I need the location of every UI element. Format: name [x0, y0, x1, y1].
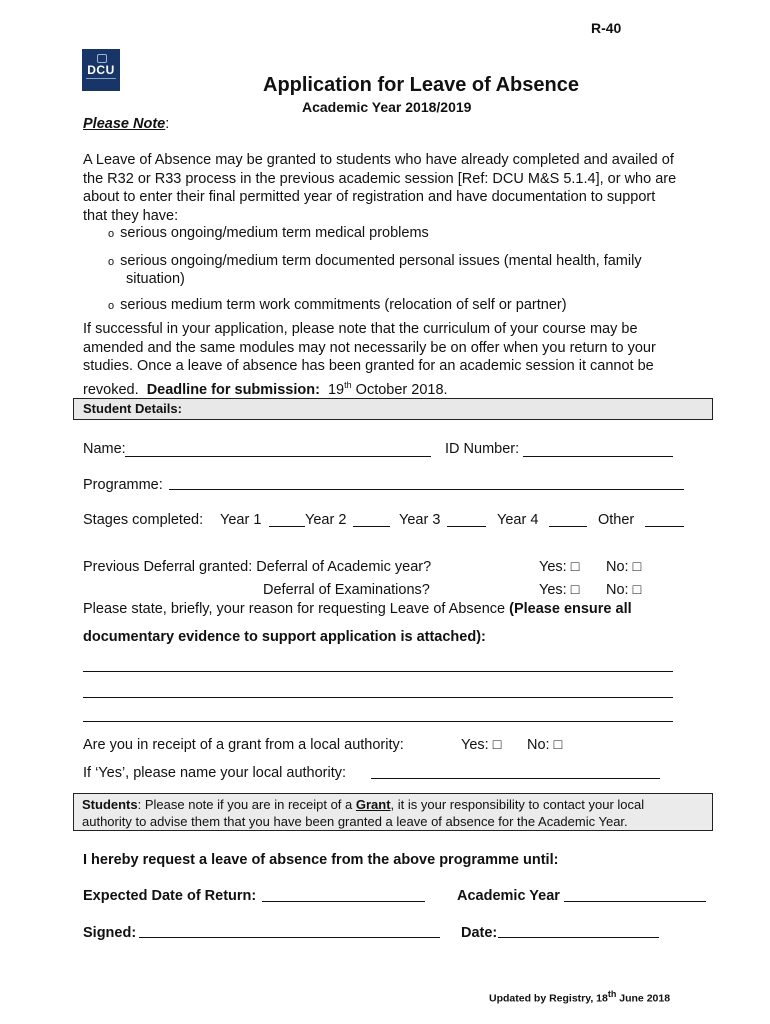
- crest-icon: [97, 54, 107, 63]
- programme-field[interactable]: [169, 489, 684, 490]
- dcu-logo: [82, 49, 120, 91]
- grant-question: Are you in receipt of a grant from a local authority:: [83, 737, 404, 753]
- prev-deferral-label: Previous Deferral granted: Deferral of Academic year?: [83, 559, 432, 575]
- success-paragraph: If successful in your application, please note that the curriculum of your course may be amended and the same modules may not necessarily be on offer when you return to your studies. Once a leave of absence has been granted for an academic session it cannot be revoked. Deadline for submission: 19th October 2018.: [83, 321, 656, 398]
- footer-updated: Updated by Registry, 18th June 2018: [489, 989, 671, 1005]
- please-note: Please Note:: [83, 116, 170, 132]
- academic-year-heading: Academic Year 2018/2019: [302, 99, 472, 115]
- intro-paragraph: A Leave of Absence may be granted to students who have already completed and availed of the R32 or R33 process in the previous academic session [Ref: DCU M&S 5.1.4], or who are about to enter their final permitted year of registration and have documentation to support that they have:: [83, 152, 677, 224]
- academic-year-label: Academic Year: [457, 888, 560, 904]
- deferral-year-yes[interactable]: Yes: □: [539, 559, 580, 575]
- date-field[interactable]: [498, 937, 659, 938]
- expected-return-label: Expected Date of Return:: [83, 888, 257, 904]
- year2-field[interactable]: [353, 526, 390, 527]
- bullet-item-continuation: situation): [126, 271, 185, 287]
- students-notice: Students: Please note if you are in receipt of a Grant, it is your responsibility to contact your local authority to advise them that you have been granted a leave of absence for the Academic Year.: [73, 793, 713, 831]
- expected-return-field[interactable]: [262, 901, 425, 902]
- stages-label: Stages completed:: [83, 512, 204, 528]
- local-authority-field[interactable]: [371, 778, 660, 779]
- date-label: Date:: [461, 925, 498, 941]
- deferral-year-no[interactable]: No: □: [606, 559, 642, 575]
- reason-label: Please state, briefly, your reason for requesting Leave of Absence (Please ensure all: [83, 601, 632, 617]
- bullet-item: o serious ongoing/medium term medical problems: [108, 225, 429, 241]
- year4-field[interactable]: [549, 526, 587, 527]
- name-field[interactable]: [125, 456, 431, 457]
- year2-label: Year 2: [305, 512, 347, 528]
- deferral-exams-label: Deferral of Examinations?: [263, 582, 430, 598]
- deferral-exams-no[interactable]: No: □: [606, 582, 642, 598]
- id-number-label: ID Number:: [445, 441, 520, 457]
- page-title: Application for Leave of Absence: [263, 74, 579, 96]
- year1-field[interactable]: [269, 526, 305, 527]
- id-number-field[interactable]: [523, 456, 673, 457]
- year3-field[interactable]: [447, 526, 486, 527]
- student-details-header: Student Details:: [73, 398, 713, 420]
- programme-label: Programme:: [83, 477, 163, 493]
- reason-line[interactable]: [83, 671, 673, 672]
- grant-no[interactable]: No: □: [527, 737, 563, 753]
- logo-text: DCU: [87, 63, 115, 77]
- form-code: R-40: [591, 20, 622, 36]
- year4-label: Year 4: [497, 512, 539, 528]
- reason-line[interactable]: [83, 697, 673, 698]
- other-field[interactable]: [645, 526, 684, 527]
- reason-label-2: documentary evidence to support application is attached):: [83, 629, 486, 645]
- bullet-item: o serious medium term work commitments (relocation of self or partner): [108, 297, 567, 313]
- bullet-item: o serious ongoing/medium term documented personal issues (mental health, family: [108, 253, 642, 269]
- name-label: Name:: [83, 441, 126, 457]
- reason-line[interactable]: [83, 721, 673, 722]
- grant-yes[interactable]: Yes: □: [461, 737, 502, 753]
- other-label: Other: [598, 512, 635, 528]
- request-statement: I hereby request a leave of absence from the above programme until:: [83, 852, 559, 868]
- academic-year-field[interactable]: [564, 901, 706, 902]
- year1-label: Year 1: [220, 512, 262, 528]
- signed-label: Signed:: [83, 925, 137, 941]
- local-authority-label: If ‘Yes’, please name your local authority:: [83, 765, 347, 781]
- signature-field[interactable]: [139, 937, 440, 938]
- year3-label: Year 3: [399, 512, 441, 528]
- deferral-exams-yes[interactable]: Yes: □: [539, 582, 580, 598]
